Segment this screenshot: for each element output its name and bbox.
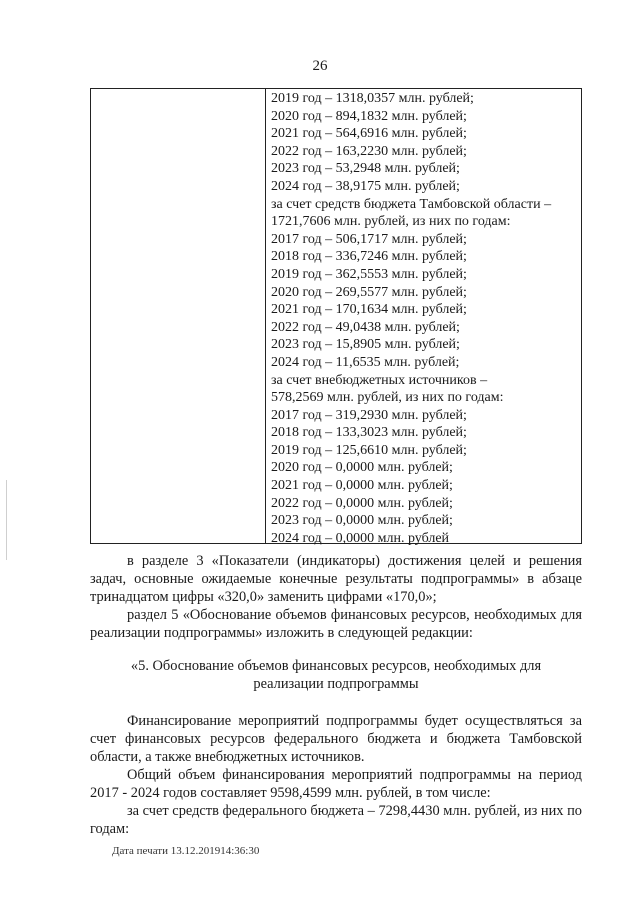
financing-line: 2019 год – 362,5553 млн. рублей; (271, 266, 467, 282)
paragraph-federal-budget: за счет средств федерального бюджета – 7298,4430 млн. рублей, из них по годам: (90, 803, 582, 837)
financing-line: 1721,7606 млн. рублей, из них по годам: (271, 214, 511, 230)
financing-line: 2017 год – 319,2930 млн. рублей; (271, 407, 467, 423)
section-5-heading-line1: «5. Обоснование объемов финансовых ресурсов, необходимых для (130, 658, 542, 674)
table-column-divider (265, 89, 266, 543)
financing-line: 2019 год – 1318,0357 млн. рублей; (271, 91, 474, 106)
financing-line: 2020 год – 269,5577 млн. рублей; (271, 284, 467, 300)
financing-line: 2017 год – 506,1717 млн. рублей; (271, 231, 467, 247)
financing-line: 2021 год – 170,1634 млн. рублей; (271, 302, 467, 318)
paragraph-total-funding: Общий объем финансирования мероприятий подпрограммы на период 2017 - 2024 годов составляет 9598,4599 млн. рублей, в том числе: (90, 767, 582, 801)
financing-line: 2024 год – 38,9175 млн. рублей; (271, 178, 460, 194)
financing-line: 2024 год – 11,6535 млн. рублей; (271, 354, 460, 370)
financing-line: за счет внебюджетных источников – (271, 372, 488, 388)
section-5-heading (90, 657, 582, 693)
print-date: Дата печати 13.12.201914:36:30 (112, 845, 260, 857)
section-5-heading-line2: реализации подпрограммы (253, 676, 419, 692)
page-number: 26 (312, 58, 328, 74)
scan-margin-mark (6, 480, 7, 560)
financing-line: 578,2569 млн. рублей, из них по годам: (271, 390, 504, 406)
financing-line: 2022 год – 49,0438 млн. рублей; (271, 319, 460, 335)
financing-table (90, 88, 582, 544)
financing-line: 2024 год – 0,0000 млн. рублей (271, 530, 450, 546)
financing-line: 2023 год – 15,8905 млн. рублей; (271, 337, 460, 353)
paragraph-section-3-amendment: в разделе 3 «Показатели (индикаторы) достижения целей и решения задач, основные ожидаемые конечные результаты подпрограммы» в абзаце тринадцатом цифры «320,0» заменить цифрами «170,0»; (90, 553, 582, 605)
financing-line: 2022 год – 163,2230 млн. рублей; (271, 143, 467, 159)
financing-line: 2018 год – 336,7246 млн. рублей; (271, 249, 467, 265)
financing-amounts-list (271, 90, 577, 547)
financing-line: 2018 год – 133,3023 млн. рублей; (271, 425, 467, 441)
financing-line: 2023 год – 0,0000 млн. рублей; (271, 513, 453, 529)
paragraph-section-5-amendment: раздел 5 «Обоснование объемов финансовых ресурсов, необходимых для реализации подпрограммы» изложить в следующей редакции: (90, 607, 582, 641)
financing-line: 2020 год – 0,0000 млн. рублей; (271, 460, 453, 476)
financing-line: за счет средств бюджета Тамбовской области – (271, 196, 552, 212)
financing-line: 2021 год – 564,6916 млн. рублей; (271, 126, 467, 142)
financing-line: 2021 год – 0,0000 млн. рублей; (271, 478, 453, 494)
financing-line: 2022 год – 0,0000 млн. рублей; (271, 495, 453, 511)
financing-line: 2019 год – 125,6610 млн. рублей; (271, 442, 467, 458)
financing-line: 2020 год – 894,1832 млн. рублей; (271, 108, 467, 124)
financing-line: 2023 год – 53,2948 млн. рублей; (271, 161, 460, 177)
paragraph-funding-sources: Финансирование мероприятий подпрограммы будет осуществляться за счет финансовых ресурсов федерального бюджета и бюджета Тамбовской области, а также внебюджетных источников. (90, 713, 582, 765)
